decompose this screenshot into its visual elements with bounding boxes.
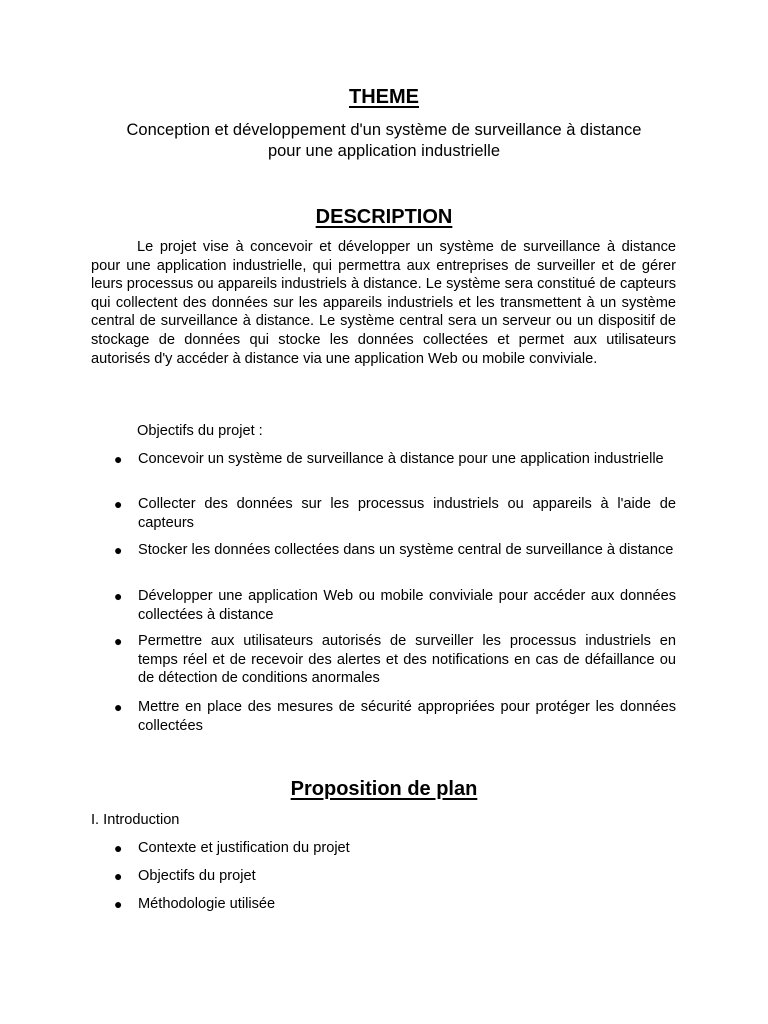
bullet-icon: ● [114,588,123,604]
description-heading: DESCRIPTION [315,206,453,228]
theme-heading: THEME [349,86,419,108]
bullet-icon: ● [114,633,123,649]
list-item-text: Méthodologie utilisée [138,896,276,912]
bullet-icon: ● [114,699,123,715]
bullet-icon: ● [114,896,123,912]
list-item-text: Concevoir un système de surveillance à distance pour une application industrielle [138,451,664,467]
list-item-text: Permettre aux utilisateurs autorisés de surveiller les processus industriels en temps réel et de recevoir des alertes et des notifications en cas de défaillance ou de détection de conditions anormales [138,633,676,687]
theme-subtitle-line-1: Conception et développement d'un système de surveillance à distance [126,121,642,139]
list-item-text: Collecter des données sur les processus industriels ou appareils à l'aide de capteurs [138,496,676,531]
list-item-text: Développer une application Web ou mobile conviviale pour accéder aux données collectées à distance [138,588,676,623]
bullet-icon: ● [114,542,123,558]
bullet-icon: ● [114,451,123,467]
list-item-text: Objectifs du projet [138,868,256,884]
bullet-icon: ● [114,840,123,856]
objectives-label: Objectifs du projet : [137,423,263,439]
list-item-text: Contexte et justification du projet [138,840,350,856]
theme-subtitle [0,120,768,162]
plan-heading: Proposition de plan [290,778,478,800]
list-item-text: Mettre en place des mesures de sécurité appropriées pour protéger les données collectées [138,699,676,734]
theme-subtitle-line-2: pour une application industrielle [267,142,501,160]
list-item-text: Stocker les données collectées dans un système central de surveillance à distance [138,542,674,558]
bullet-icon: ● [114,868,123,884]
bullet-icon: ● [114,496,123,512]
plan-section-introduction: I. Introduction [91,812,180,828]
description-paragraph: Le projet vise à concevoir et développer un système de surveillance à distance pour une application industrielle, qui permettra aux entreprises de surveiller et de gérer leurs processus ou appareils industriels à distance. Le système sera constitué de capteurs qui collectent des données sur les appareils industriels et les transmettent à un système central de surveillance à distance. Le système central sera un serveur ou un dispositif de stockage de données qui stocke les données collectées et permet aux utilisateurs autorisés d'y accéder à distance via une application Web ou mobile conviviale. [91,239,676,367]
